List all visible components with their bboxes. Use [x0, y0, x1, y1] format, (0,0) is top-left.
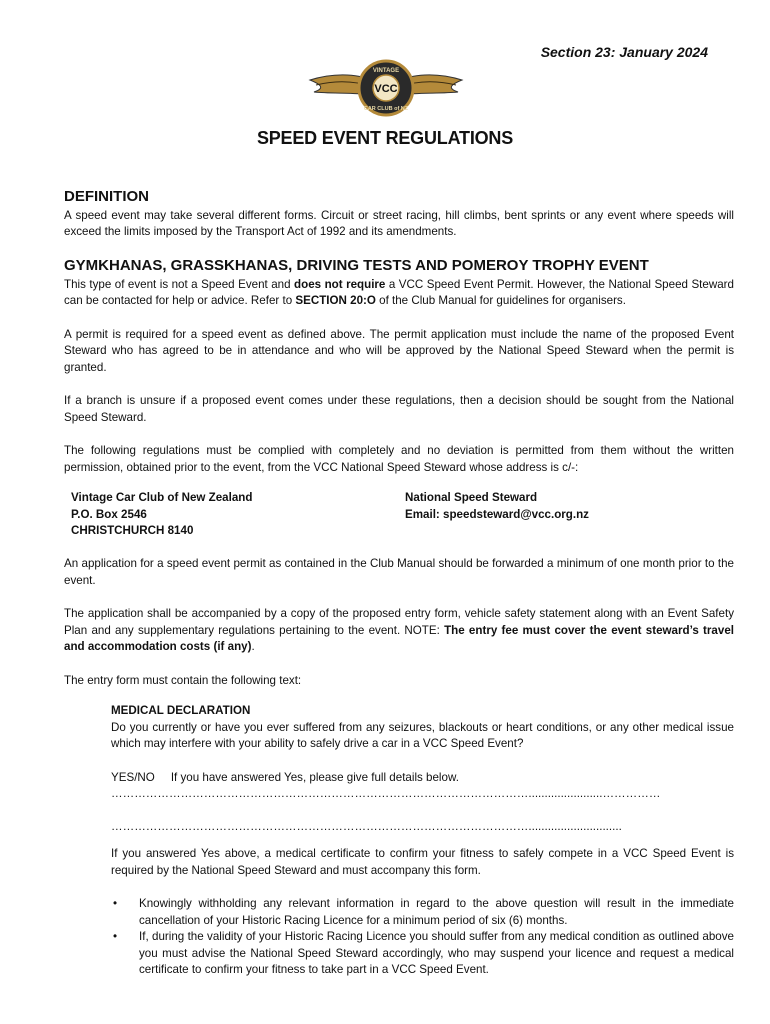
steward-contact [405, 490, 589, 523]
yes-no-instructions: If you have answered Yes, please give full details below. [170, 770, 459, 784]
gymkhanas-section [64, 258, 734, 476]
list-item: • If, during the validity of your Historic Racing Licence you should suffer from any medical condition as outlined above you must advise the National Speed Steward accordingly, who may suspend your licence and request a medical certificate to confirm your fitness to take part in a VCC Speed Event. [113, 930, 734, 976]
logo-top-text: VINTAGE [372, 68, 400, 74]
application-paragraph-2: The application shall be accompanied by a copy of the proposed entry form, vehicle safety statement along with an Event Safety Plan and any supplementary regulations pertaining to the event. NOTE: The entry fee must cover the event steward’s travel and accommodation costs (if any). [64, 607, 734, 653]
application-paragraph-1: An application for a speed event permit as contained in the Club Manual should be forwarded a minimum of one month prior to the event. [64, 557, 734, 587]
gymkhanas-paragraph-1: This type of event is not a Speed Event and does not require a VCC Speed Event Permit. However, the National Speed Steward can be contacted for help or advice. Refer to SECTION 20:O of the Club Manual for guidelines for organisers. [64, 277, 734, 307]
bullet-icon: • [113, 930, 118, 943]
steward-email: Email: speedsteward@vcc.org.nz [405, 507, 589, 521]
steward-title: National Speed Steward [405, 491, 538, 504]
yes-no-label: YES/NO [111, 770, 155, 784]
medical-declaration [111, 703, 734, 979]
medical-bullet-list [111, 896, 734, 979]
logo-center-text: VCC [374, 83, 398, 95]
yes-no-line [111, 770, 734, 787]
medical-heading: MEDICAL DECLARATION [111, 704, 251, 717]
gymkhanas-paragraph-4: The following regulations must be complied with completely and no deviation is permitted from them without the written permission, obtained prior to the event, from the VCC National Speed Steward whose address is c/-: [64, 444, 734, 474]
medical-question: Do you currently or have you ever suffered from any seizures, blackouts or heart conditions, or any other medical issue which may interfere with your ability to safely drive a car in a VCC Speed Event? [111, 720, 734, 750]
list-item: • Knowingly withholding any relevant information in regard to the above question will result in the immediate cancellation of your Historic Racing Licence for a minimum period of six (6) months. [113, 897, 734, 927]
application-section [64, 556, 734, 689]
bullet-icon: • [113, 897, 118, 910]
address-line: P.O. Box 2546 [71, 507, 147, 521]
page-title: SPEED EVENT REGULATIONS [256, 128, 514, 148]
section-label: Section 23: January 2024 [540, 44, 708, 60]
application-paragraph-3: The entry form must contain the following text: [64, 673, 302, 687]
gymkhanas-heading: GYMKHANAS, GRASSKHANAS, DRIVING TESTS AND POMEROY TROPHY EVENT [64, 257, 649, 274]
gymkhanas-paragraph-2: A permit is required for a speed event as defined above. The permit application must include the name of the proposed Event Steward who has agreed to be in attendance and who will be approved by the National Speed Steward when the permit is granted. [64, 327, 734, 374]
address-line: Vintage Car Club of New Zealand [71, 491, 253, 504]
medical-certificate-text: If you answered Yes above, a medical certificate to confirm your fitness to safely compete in a VCC Speed Event is required by the National Speed Steward and must accompany this form. [111, 847, 734, 877]
details-dotted-line-1: ……………………………………………………………………………………………….......................…………… [111, 787, 661, 800]
club-address [71, 490, 252, 540]
definition-text: A speed event may take several different forms. Circuit or street racing, hill climbs, bent sprints or any event where speeds will exceed the limits imposed by the Transport Act of 1992 and its amendments. [64, 208, 734, 238]
definition-heading: DEFINITION [64, 188, 149, 205]
definition-section [64, 189, 734, 241]
vcc-logo-icon [306, 58, 466, 118]
details-dotted-line-2: ………………………………………………………………………………………………............................. [111, 819, 622, 833]
gymkhanas-paragraph-3: If a branch is unsure if a proposed event comes under these regulations, then a decision should be sought from the National Speed Steward. [64, 394, 734, 424]
logo-bottom-text: CAR CLUB of NZ [363, 106, 409, 112]
address-line: CHRISTCHURCH 8140 [71, 524, 194, 537]
